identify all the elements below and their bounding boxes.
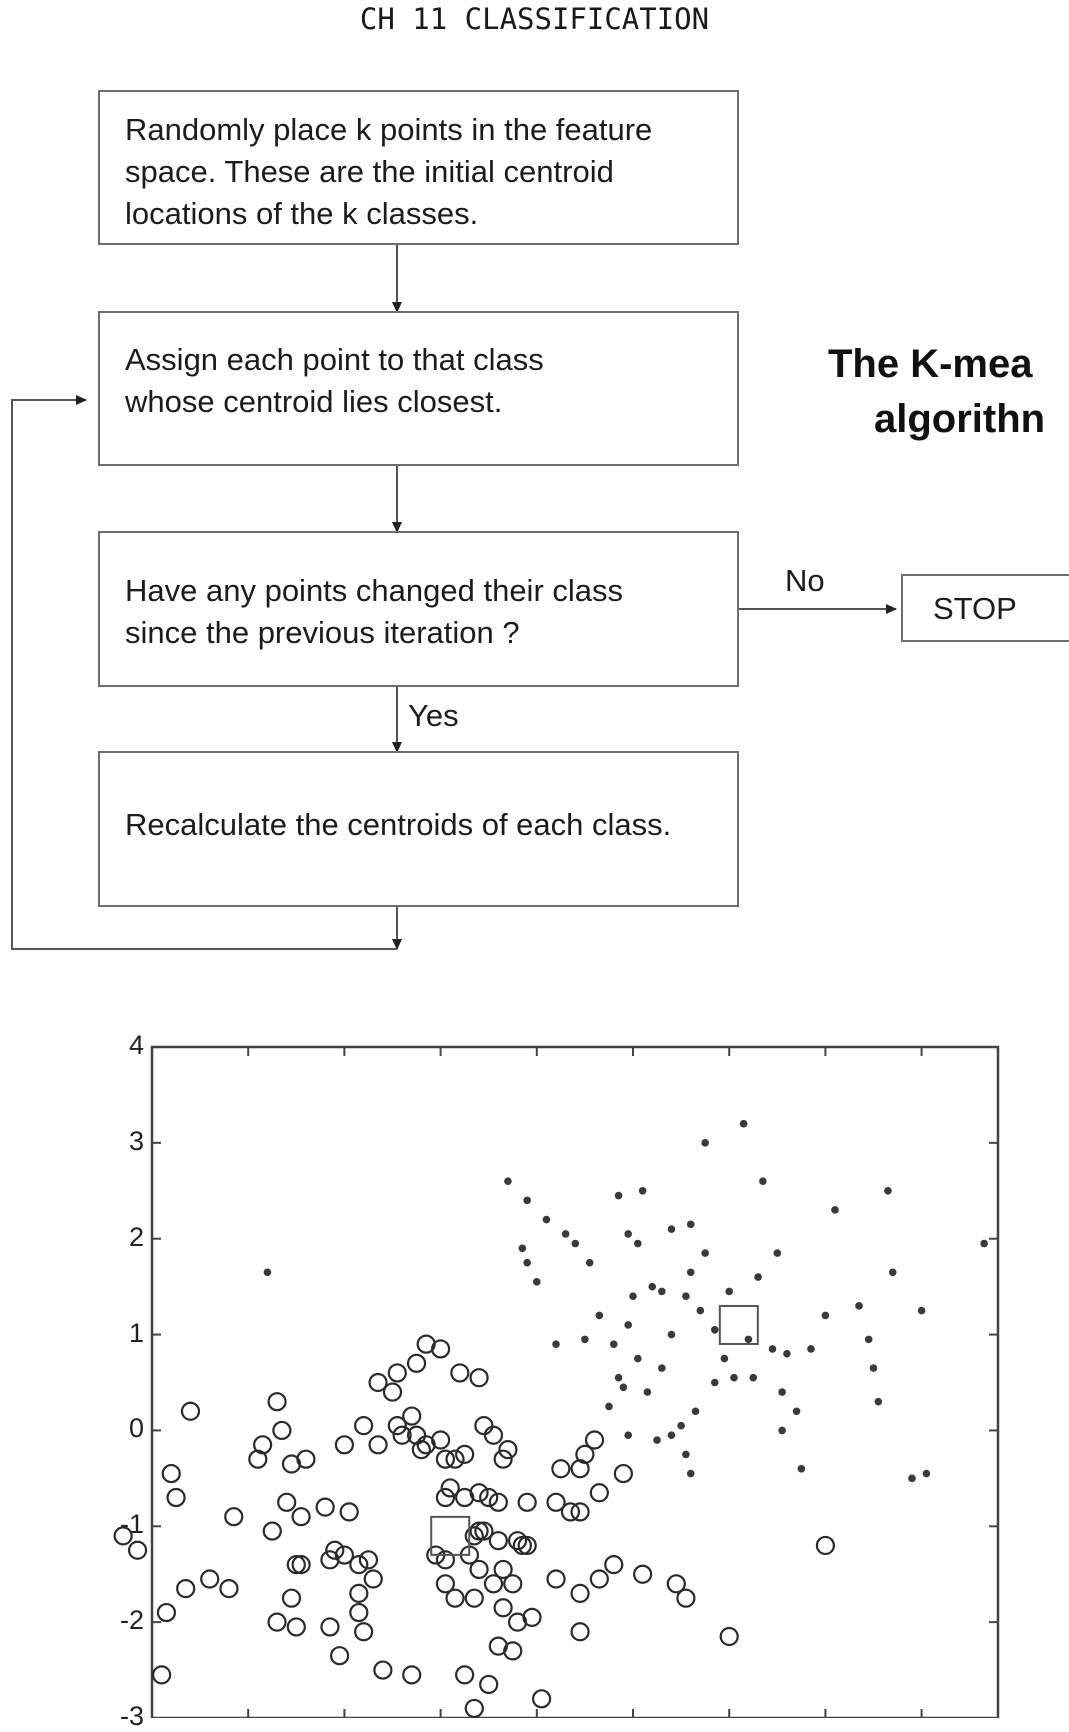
data-point-dot [648, 1283, 656, 1291]
data-point-circle [523, 1609, 540, 1626]
data-point-circle [254, 1436, 271, 1453]
data-point-circle [437, 1451, 454, 1468]
data-point-dot [822, 1312, 830, 1320]
data-point-circle [495, 1599, 512, 1616]
data-point-dot [682, 1451, 690, 1459]
data-point-dot [697, 1307, 705, 1315]
data-point-dot [701, 1139, 709, 1147]
data-point-circle [370, 1436, 387, 1453]
data-point-dot [571, 1240, 579, 1248]
data-point-dot [774, 1249, 782, 1257]
data-point-circle [355, 1623, 372, 1640]
data-point-circle [168, 1489, 185, 1506]
data-point-dot [639, 1187, 647, 1195]
data-point-circle [153, 1666, 170, 1683]
step-init-line-2: space. These are the initial centroid [125, 154, 614, 189]
data-point-circle [490, 1638, 507, 1655]
data-point-circle [278, 1494, 295, 1511]
data-point-circle [437, 1489, 454, 1506]
data-point-circle [365, 1571, 382, 1588]
data-point-dot [798, 1465, 806, 1473]
data-point-dot [624, 1321, 632, 1329]
data-point-dot [658, 1288, 666, 1296]
data-point-circle [350, 1604, 367, 1621]
step-check-line-2: since the previous iteration ? [125, 615, 520, 650]
data-point-dot [865, 1336, 873, 1344]
no-label: No [785, 563, 825, 598]
data-point-circle [466, 1700, 483, 1717]
data-point-dot [870, 1364, 878, 1372]
data-point-dot [778, 1388, 786, 1396]
data-point-circle [495, 1451, 512, 1468]
data-point-dot [264, 1268, 272, 1276]
data-point-dot [884, 1187, 892, 1195]
data-point-circle [485, 1575, 502, 1592]
data-point-dot [552, 1340, 560, 1348]
data-point-dot [807, 1345, 815, 1353]
y-tick-label: 0 [128, 1413, 144, 1444]
data-point-dot [687, 1470, 695, 1478]
step-recalc-box [98, 751, 739, 907]
data-point-circle [490, 1494, 507, 1511]
data-point-dot [653, 1436, 661, 1444]
data-point-circle [321, 1551, 338, 1568]
data-point-circle [499, 1441, 516, 1458]
running-head: CH 11 CLASSIFICATION [359, 2, 710, 36]
step-assign-line-1: Assign each point to that class [125, 342, 544, 377]
data-point-circle [615, 1465, 632, 1482]
flowchart-title-line-2: algorithn [874, 397, 1046, 441]
data-point-circle [514, 1537, 531, 1554]
data-point-dot [711, 1379, 719, 1387]
data-point-circle [519, 1494, 536, 1511]
data-point-circle [225, 1508, 242, 1525]
step-check-line-1: Have any points changed their class [125, 573, 624, 608]
y-tick-label: 4 [128, 1030, 144, 1060]
data-point-circle [480, 1489, 497, 1506]
data-point-circle [350, 1556, 367, 1573]
data-point-dot [523, 1197, 531, 1205]
data-point-dot [668, 1225, 676, 1233]
data-point-circle [677, 1590, 694, 1607]
data-point-circle [201, 1571, 218, 1588]
data-point-circle [336, 1436, 353, 1453]
data-point-circle [341, 1503, 358, 1520]
data-point-circle [668, 1575, 685, 1592]
data-point-circle [177, 1580, 194, 1597]
data-point-circle [495, 1561, 512, 1578]
data-point-circle [432, 1340, 449, 1357]
data-point-circle [504, 1575, 521, 1592]
step-init-box [98, 90, 739, 245]
y-tick-label: 3 [128, 1125, 144, 1156]
data-point-dot [629, 1292, 637, 1300]
data-point-circle [418, 1436, 435, 1453]
data-point-circle [485, 1427, 502, 1444]
data-point-dot [605, 1403, 613, 1411]
centroid-class-1-marker [720, 1306, 758, 1344]
step-init-line-3: locations of the k classes. [125, 196, 479, 231]
data-point-circle [572, 1623, 589, 1640]
data-point-dot [615, 1374, 623, 1382]
flowchart-title-line-1: The K-mea [828, 342, 1033, 386]
data-point-circle [331, 1647, 348, 1664]
data-point-circle [461, 1547, 478, 1564]
data-point-circle [288, 1556, 305, 1573]
series-class-2-circles [115, 1336, 834, 1717]
data-point-circle [129, 1542, 146, 1559]
data-point-dot [923, 1470, 931, 1478]
data-point-dot [740, 1120, 748, 1128]
data-point-circle [297, 1451, 314, 1468]
data-point-circle [572, 1585, 589, 1602]
data-point-circle [418, 1336, 435, 1353]
data-point-dot [634, 1240, 642, 1248]
data-point-dot [831, 1206, 839, 1214]
data-point-circle [509, 1614, 526, 1631]
data-point-circle [548, 1571, 565, 1588]
data-point-circle [264, 1523, 281, 1540]
step-recalc-line-1: Recalculate the centroids of each class. [125, 807, 672, 842]
data-point-circle [447, 1590, 464, 1607]
data-point-dot [624, 1230, 632, 1238]
data-point-circle [519, 1537, 536, 1554]
data-point-dot [759, 1177, 767, 1185]
data-point-dot [769, 1345, 777, 1353]
stop-label: STOP [933, 591, 1017, 626]
data-point-circle [471, 1561, 488, 1578]
data-point-circle [548, 1494, 565, 1511]
data-point-circle [562, 1503, 579, 1520]
data-point-dot [504, 1177, 512, 1185]
data-point-dot [745, 1336, 753, 1344]
step-init-line-1: Randomly place k points in the feature [125, 112, 653, 147]
step-assign-line-2: whose centroid lies closest. [125, 384, 503, 419]
data-point-dot [610, 1340, 618, 1348]
data-point-dot [533, 1278, 541, 1286]
data-point-circle [605, 1556, 622, 1573]
data-point-dot [749, 1374, 757, 1382]
data-point-circle [591, 1484, 608, 1501]
data-point-dot [644, 1388, 652, 1396]
data-point-dot [682, 1292, 690, 1300]
data-point-circle [403, 1666, 420, 1683]
data-point-circle [475, 1417, 492, 1434]
data-point-dot [634, 1355, 642, 1363]
data-point-dot [624, 1431, 632, 1439]
data-point-circle [634, 1566, 651, 1583]
data-point-dot [725, 1288, 733, 1296]
centroid-class-2-marker [431, 1517, 469, 1555]
data-point-circle [293, 1508, 310, 1525]
data-point-dot [778, 1427, 786, 1435]
data-point-dot [980, 1240, 988, 1248]
data-point-circle [413, 1441, 430, 1458]
data-point-circle [437, 1575, 454, 1592]
data-point-circle [158, 1604, 175, 1621]
data-point-dot [658, 1364, 666, 1372]
step-assign-box [98, 311, 739, 466]
data-point-circle [293, 1556, 310, 1573]
data-point-circle [576, 1446, 593, 1463]
data-point-circle [466, 1590, 483, 1607]
data-point-dot [687, 1268, 695, 1276]
data-point-dot [519, 1245, 527, 1253]
data-point-circle [350, 1585, 367, 1602]
data-point-circle [475, 1523, 492, 1540]
step-check-box [98, 531, 739, 687]
data-point-circle [394, 1427, 411, 1444]
data-point-circle [432, 1432, 449, 1449]
data-point-dot [793, 1407, 801, 1415]
data-point-dot [730, 1374, 738, 1382]
data-point-circle [389, 1417, 406, 1434]
data-point-dot [701, 1249, 709, 1257]
data-point-dot [677, 1422, 685, 1430]
data-point-circle [442, 1479, 459, 1496]
data-point-circle [321, 1618, 338, 1635]
data-point-circle [336, 1547, 353, 1564]
data-point-dot [692, 1407, 700, 1415]
data-point-dot [543, 1216, 551, 1224]
data-point-circle [408, 1427, 425, 1444]
data-point-circle [163, 1465, 180, 1482]
data-point-dot [596, 1312, 604, 1320]
data-point-circle [471, 1523, 488, 1540]
data-point-circle [288, 1618, 305, 1635]
y-tick-label: -1 [119, 1509, 144, 1540]
data-point-dot [721, 1355, 729, 1363]
data-point-circle [480, 1676, 497, 1693]
data-point-circle [269, 1614, 286, 1631]
data-point-dot [754, 1273, 762, 1281]
data-point-circle [447, 1451, 464, 1468]
data-point-circle [586, 1432, 603, 1449]
stop-box [901, 574, 1069, 642]
data-point-circle [220, 1580, 237, 1597]
data-point-circle [451, 1364, 468, 1381]
data-point-circle [591, 1571, 608, 1588]
data-point-circle [504, 1642, 521, 1659]
data-point-circle [490, 1532, 507, 1549]
data-point-dot [620, 1383, 628, 1391]
data-point-dot [586, 1259, 594, 1267]
data-point-circle [273, 1422, 290, 1439]
data-point-circle [552, 1460, 569, 1477]
data-point-circle [283, 1590, 300, 1607]
series-class-1-dots [264, 1120, 988, 1482]
data-point-circle [317, 1499, 334, 1516]
y-tick-label: 1 [128, 1317, 144, 1348]
yes-label: Yes [408, 698, 459, 733]
data-point-circle [408, 1355, 425, 1372]
data-point-circle [721, 1628, 738, 1645]
data-point-circle [269, 1393, 286, 1410]
data-point-circle [403, 1408, 420, 1425]
y-tick-label: -3 [119, 1701, 144, 1731]
data-point-circle [817, 1537, 834, 1554]
data-point-dot [908, 1475, 916, 1483]
data-point-circle [456, 1666, 473, 1683]
data-point-circle [466, 1527, 483, 1544]
plot-axes [152, 1047, 998, 1718]
data-point-circle [389, 1364, 406, 1381]
data-point-dot [918, 1307, 926, 1315]
data-point-circle [509, 1532, 526, 1549]
data-point-circle [355, 1417, 372, 1434]
y-tick-label: 2 [128, 1221, 144, 1252]
data-point-circle [384, 1384, 401, 1401]
data-point-circle [283, 1455, 300, 1472]
data-point-dot [875, 1398, 883, 1406]
data-point-dot [615, 1192, 623, 1200]
data-point-dot [855, 1302, 863, 1310]
centroid-markers [431, 1306, 758, 1555]
data-point-circle [427, 1547, 444, 1564]
data-point-dot [668, 1431, 676, 1439]
data-point-circle [456, 1446, 473, 1463]
data-point-dot [562, 1230, 570, 1238]
data-point-circle [533, 1690, 550, 1707]
data-point-circle [471, 1484, 488, 1501]
data-point-circle [374, 1662, 391, 1679]
data-point-dot [889, 1268, 897, 1276]
data-point-circle [370, 1374, 387, 1391]
data-point-circle [326, 1542, 343, 1559]
data-point-circle [249, 1451, 266, 1468]
data-point-dot [581, 1336, 589, 1344]
data-point-circle [471, 1369, 488, 1386]
data-point-circle [572, 1460, 589, 1477]
data-point-dot [523, 1259, 531, 1267]
data-point-dot [783, 1350, 791, 1358]
data-point-dot [687, 1221, 695, 1229]
data-point-circle [572, 1503, 589, 1520]
data-point-circle [182, 1403, 199, 1420]
data-point-dot [711, 1326, 719, 1334]
data-point-circle [360, 1551, 377, 1568]
y-tick-label: -2 [119, 1605, 144, 1636]
data-point-dot [668, 1331, 676, 1339]
data-point-circle [456, 1489, 473, 1506]
data-point-circle [437, 1551, 454, 1568]
